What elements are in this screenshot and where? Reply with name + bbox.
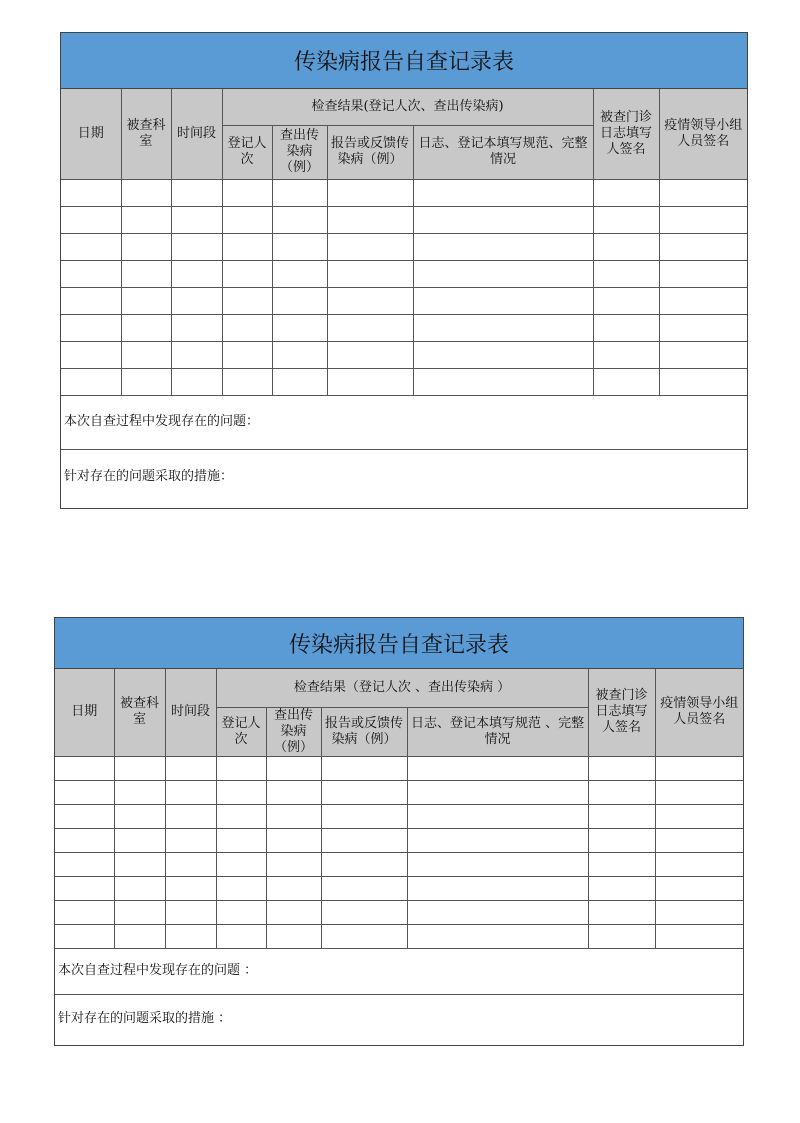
col-date-header: 日期 [55,669,114,756]
problems-note[interactable]: 本次自查过程中发现存在的问题 ： [58,963,258,978]
table-cell[interactable] [114,804,165,828]
table-cell[interactable] [171,314,222,341]
table-cell[interactable] [216,852,266,876]
table-cell[interactable] [121,233,171,260]
table-cell[interactable] [593,287,659,314]
table-cell[interactable] [321,756,407,780]
table-cell[interactable] [588,852,655,876]
table-cell[interactable] [114,828,165,852]
table-cell[interactable] [171,233,222,260]
sub-registered-header: 登记人次 [222,125,272,179]
data-rows [61,179,747,395]
table-cell[interactable] [114,780,165,804]
table-cell[interactable] [413,341,593,368]
measures-note[interactable]: 针对存在的问题采取的措施 ： [55,994,743,1044]
table-cell[interactable] [114,852,165,876]
table-cell[interactable] [321,876,407,900]
sub-reported-header: 报告或反馈传染病（例） [321,707,407,756]
record-table [55,669,743,1044]
table-cell[interactable] [413,233,593,260]
table-cell[interactable] [272,341,327,368]
table-cell[interactable] [222,233,272,260]
table-cell[interactable] [216,804,266,828]
table-cell[interactable] [222,368,272,395]
table-cell[interactable] [121,260,171,287]
table-cell[interactable] [321,900,407,924]
table-row [61,179,747,206]
col-date-header: 日期 [61,89,121,179]
table-cell[interactable] [588,924,655,948]
table-cell[interactable] [216,828,266,852]
col-clinic-sign-header: 被查门诊日志填写人签名 [593,89,659,179]
table-cell[interactable] [588,828,655,852]
sub-registered-header: 登记人次 [216,707,266,756]
table-cell[interactable] [407,756,588,780]
table-cell[interactable] [165,876,216,900]
table-cell[interactable] [61,233,121,260]
check-result-group-header: 检查结果（登记人次 、查出传染病 ） [216,669,588,707]
table-cell[interactable] [588,756,655,780]
table-cell[interactable] [171,341,222,368]
table-cell[interactable] [121,206,171,233]
table-cell[interactable] [222,260,272,287]
table-cell[interactable] [327,206,413,233]
table-cell[interactable] [588,876,655,900]
table-cell[interactable] [272,314,327,341]
table-cell[interactable] [413,287,593,314]
table-cell[interactable] [659,368,747,395]
table-cell[interactable] [659,341,747,368]
table-row [55,804,743,828]
table-cell[interactable] [272,233,327,260]
table-cell[interactable] [216,900,266,924]
table-cell[interactable] [222,287,272,314]
col-dept-header: 被查科室 [114,669,165,756]
table-cell[interactable] [55,828,114,852]
table-row [55,900,743,924]
col-time-header: 时间段 [171,89,222,179]
table-cell[interactable] [165,804,216,828]
table-row [55,924,743,948]
table-cell[interactable] [121,368,171,395]
record-form-1 [60,32,748,509]
problems-note[interactable]: 本次自查过程中发现存在的问题： [64,414,260,429]
table-cell[interactable] [165,852,216,876]
table-cell[interactable] [321,780,407,804]
table-cell[interactable] [413,368,593,395]
form-title: 传染病报告自查记录表 [55,618,743,669]
table-cell[interactable] [327,314,413,341]
sub-found-header: 查出传染病（例） [272,125,327,179]
record-table [61,89,747,504]
table-cell[interactable] [593,233,659,260]
table-row [61,206,747,233]
table-row [55,780,743,804]
table-cell[interactable] [216,756,266,780]
table-cell[interactable] [407,924,588,948]
col-dept-header: 被查科室 [121,89,171,179]
data-rows [55,756,743,948]
table-cell[interactable] [413,260,593,287]
table-cell[interactable] [272,179,327,206]
table-cell[interactable] [216,780,266,804]
table-cell[interactable] [266,804,321,828]
table-cell[interactable] [171,260,222,287]
col-time-header: 时间段 [165,669,216,756]
table-cell[interactable] [216,876,266,900]
table-cell[interactable] [121,314,171,341]
table-cell[interactable] [659,233,747,260]
record-form-2 [54,617,744,1046]
table-cell[interactable] [114,876,165,900]
table-cell[interactable] [659,314,747,341]
table-cell[interactable] [407,828,588,852]
table-cell[interactable] [655,852,743,876]
table-cell[interactable] [407,804,588,828]
table-row [55,876,743,900]
table-cell[interactable] [61,341,121,368]
table-row [61,260,747,287]
table-cell[interactable] [266,924,321,948]
table-cell[interactable] [222,206,272,233]
table-cell[interactable] [266,780,321,804]
table-cell[interactable] [321,852,407,876]
sub-found-header: 查出传染病（例） [266,707,321,756]
table-cell[interactable] [321,804,407,828]
table-row [61,341,747,368]
table-cell[interactable] [327,179,413,206]
table-cell[interactable] [659,260,747,287]
table-cell[interactable] [593,179,659,206]
table-cell[interactable] [327,341,413,368]
table-cell[interactable] [655,924,743,948]
table-cell[interactable] [327,368,413,395]
table-cell[interactable] [114,900,165,924]
table-cell[interactable] [55,780,114,804]
table-cell[interactable] [114,924,165,948]
table-cell[interactable] [171,368,222,395]
table-cell[interactable] [588,900,655,924]
table-cell[interactable] [171,206,222,233]
table-cell[interactable] [165,900,216,924]
table-row [61,314,747,341]
form-title: 传染病报告自查记录表 [61,33,747,89]
col-leader-sign-header: 疫情领导小组人员签名 [655,669,743,756]
table-cell[interactable] [407,900,588,924]
table-cell[interactable] [266,876,321,900]
table-cell[interactable] [593,260,659,287]
table-cell[interactable] [593,368,659,395]
table-cell[interactable] [266,828,321,852]
table-cell[interactable] [655,780,743,804]
table-cell[interactable] [659,287,747,314]
check-result-group-header: 检查结果(登记人次、查出传染病) [222,89,593,125]
table-cell[interactable] [55,876,114,900]
table-cell[interactable] [61,179,121,206]
col-leader-sign-header: 疫情领导小组人员签名 [659,89,747,179]
table-cell[interactable] [327,260,413,287]
table-cell[interactable] [165,756,216,780]
table-cell[interactable] [593,341,659,368]
table-cell[interactable] [55,924,114,948]
table-row [55,852,743,876]
table-cell[interactable] [413,206,593,233]
col-clinic-sign-header: 被查门诊日志填写人签名 [588,669,655,756]
table-cell[interactable] [171,287,222,314]
table-cell[interactable] [655,876,743,900]
table-cell[interactable] [407,852,588,876]
table-cell[interactable] [588,780,655,804]
table-cell[interactable] [61,368,121,395]
sub-log-header: 日志、登记本填写规范 、完整情况 [407,707,588,756]
table-row [61,233,747,260]
table-cell[interactable] [216,924,266,948]
table-cell[interactable] [588,804,655,828]
table-cell[interactable] [222,314,272,341]
table-cell[interactable] [121,179,171,206]
table-cell[interactable] [171,179,222,206]
table-cell[interactable] [222,341,272,368]
table-cell[interactable] [272,368,327,395]
table-cell[interactable] [413,179,593,206]
table-cell[interactable] [55,852,114,876]
table-cell[interactable] [266,756,321,780]
table-cell[interactable] [55,900,114,924]
table-cell[interactable] [272,206,327,233]
table-cell[interactable] [413,314,593,341]
table-cell[interactable] [55,756,114,780]
table-cell[interactable] [327,287,413,314]
table-cell[interactable] [321,924,407,948]
table-cell[interactable] [266,852,321,876]
table-cell[interactable] [321,828,407,852]
table-cell[interactable] [266,900,321,924]
table-cell[interactable] [272,287,327,314]
sub-log-header: 日志、登记本填写规范、完整情况 [413,125,593,179]
table-cell[interactable] [61,206,121,233]
table-cell[interactable] [655,900,743,924]
sub-reported-header: 报告或反馈传染病（例） [327,125,413,179]
table-cell[interactable] [659,206,747,233]
table-row [55,828,743,852]
table-cell[interactable] [61,287,121,314]
table-cell[interactable] [655,756,743,780]
table-cell[interactable] [659,179,747,206]
table-cell[interactable] [655,804,743,828]
table-cell[interactable] [55,804,114,828]
table-cell[interactable] [407,780,588,804]
table-cell[interactable] [165,828,216,852]
table-cell[interactable] [165,780,216,804]
table-cell[interactable] [222,179,272,206]
table-cell[interactable] [655,828,743,852]
measures-note[interactable]: 针对存在的问题采取的措施： [61,449,747,504]
table-cell[interactable] [407,876,588,900]
table-cell[interactable] [327,233,413,260]
table-row [61,287,747,314]
table-cell[interactable] [272,260,327,287]
table-row [61,368,747,395]
table-cell[interactable] [121,341,171,368]
table-cell[interactable] [121,287,171,314]
table-cell[interactable] [61,314,121,341]
table-cell[interactable] [593,314,659,341]
table-cell[interactable] [114,756,165,780]
table-row [55,756,743,780]
table-cell[interactable] [61,260,121,287]
table-cell[interactable] [165,924,216,948]
table-cell[interactable] [593,206,659,233]
